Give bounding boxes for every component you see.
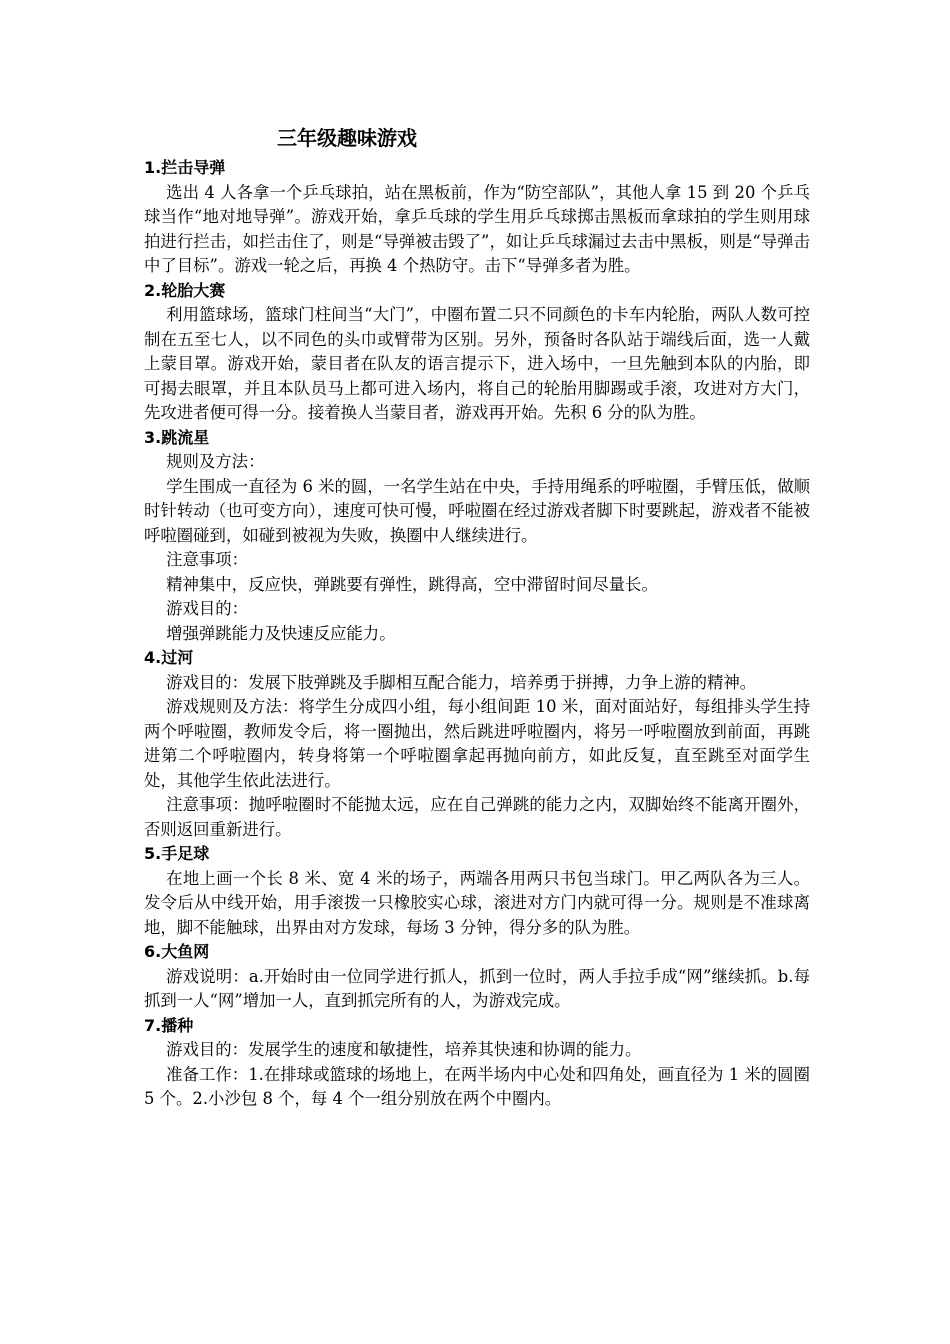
paragraph: 注意事项：	[166, 550, 249, 569]
paragraph: 游戏目的：发展学生的速度和敏捷性，培养其快速和协调的能力。	[166, 1040, 642, 1059]
paragraph: 选出 4 人各拿一个乒乓球拍，站在黑板前，作为“防空部队”，其他人拿 15 到 20 个乒乓球当作“地对地导弹”。游戏开始，拿乒乓球的学生用乒乓球掷击黑板而拿球拍的学生则用球拍进行拦击，如拦击住了，则是“导弹被击毁了”，如让乒乓球漏过去击中黑板，则是“导弹击中了目标”。游戏一轮之后，再换 4 个热防守。击下“导弹多者为胜。	[144, 182, 810, 275]
section-6	[144, 940, 810, 1014]
section-4	[144, 646, 810, 842]
section-1	[144, 156, 810, 279]
paragraph: 学生围成一直径为 6 米的圆，一名学生站在中央，手持用绳系的呼啦圈，手臂压低，做顺时针转动（也可变方向），速度可快可慢，呼啦圈在经过游戏者脚下时要跳起，游戏者不能被呼啦圈碰到，如碰到被视为失败，换圈中人继续进行。	[144, 476, 810, 545]
paragraph: 增强弹跳能力及快速反应能力。	[166, 623, 396, 643]
section-heading: 5.手足球	[144, 844, 210, 863]
document-page	[144, 120, 810, 1112]
section-heading: 6.大鱼网	[144, 942, 210, 961]
paragraph: 游戏目的：	[166, 599, 249, 618]
section-2	[144, 279, 810, 426]
section-heading: 7.播种	[144, 1015, 194, 1035]
paragraph: 游戏说明：a.开始时由一位同学进行抓人，抓到一位时，两人手拉手成“网”继续抓。b.每抓到一人“网”增加一人，直到抓完所有的人，为游戏完成。	[144, 966, 810, 1010]
paragraph: 注意事项：抛呼啦圈时不能抛太远，应在自己弹跳的能力之内，双脚始终不能离开圈外，否则返回重新进行。	[144, 795, 810, 839]
section-heading: 3.跳流星	[144, 427, 210, 447]
section-7	[144, 1014, 810, 1112]
paragraph: 规则及方法：	[166, 452, 265, 471]
section-5	[144, 842, 810, 940]
paragraph: 在地上画一个长 8 米、宽 4 米的场子，两端各用两只书包当球门。甲乙两队各为三人。发令后从中线开始，用手滚拨一只橡胶实心球，滚进对方门内就可得一分。规则是不准球离地，脚不能触球，出界由对方发球，每场 3 分钟，得分多的队为胜。	[144, 868, 810, 937]
section-heading: 2.轮胎大赛	[144, 280, 226, 300]
paragraph: 精神集中，反应快，弹跳要有弹性，跳得高，空中滞留时间尽量长。	[166, 574, 658, 594]
section-heading: 4.过河	[144, 648, 194, 667]
paragraph: 游戏规则及方法：将学生分成四小组，每小组间距 10 米，面对面站好，每组排头学生持两个呼啦圈，教师发令后，将一圈抛出，然后跳进呼啦圈内，将另一呼啦圈放到前面，再跳进第二个呼啦圈内，转身将第一个呼啦圈拿起再抛向前方，如此反复，直至跳至对面学生处，其他学生依此法进行。	[144, 697, 810, 790]
section-3	[144, 426, 810, 647]
section-heading: 1.拦击导弹	[144, 158, 226, 177]
paragraph: 准备工作：1.在排球或篮球的场地上，在两半场内中心处和四角处，画直径为 1 米的圆圈 5 个。2.小沙包 8 个，每 4 个一组分别放在两个中圈内。	[144, 1064, 810, 1108]
document-title: 三年级趣味游戏	[277, 126, 417, 150]
paragraph: 利用篮球场，篮球门柱间当“大门”，中圈布置二只不同颜色的卡车内轮胎，两队人数可控制在五至七人，以不同色的头巾或臂带为区别。另外，预备时各队站于端线后面，选一人戴上蒙目罩。游戏开始，蒙目者在队友的语言提示下，进入场中，一旦先触到本队的内胎，即可揭去眼罩，并且本队员马上都可进入场内，将自己的轮胎用脚踢或手滚，攻进对方大门，先攻进者便可得一分。接着换人当蒙目者，游戏再开始。先积 6 分的队为胜。	[144, 305, 810, 422]
paragraph: 游戏目的：发展下肢弹跳及手脚相互配合能力，培养勇于拼搏，力争上游的精神。	[166, 672, 757, 692]
